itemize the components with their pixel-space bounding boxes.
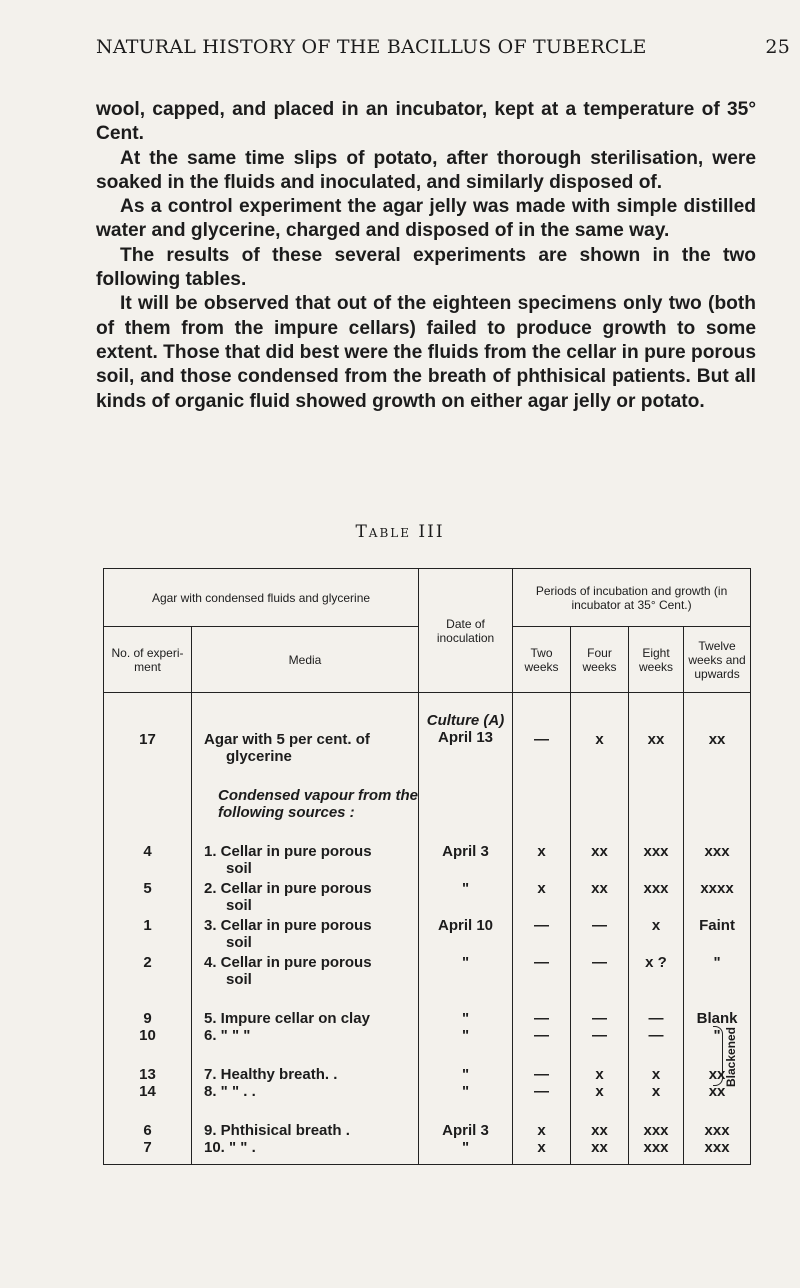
cell-four: x (571, 1044, 629, 1083)
cell-no: 14 (104, 1083, 192, 1100)
two-weeks-header: Two weeks (513, 627, 571, 693)
cell-four: — (571, 951, 629, 988)
table-row (104, 914, 751, 951)
media-line: glycerine (226, 748, 292, 765)
cell-twelve: xx (684, 693, 751, 822)
cell-eight: x ? (629, 951, 684, 988)
cell-two: x (513, 1100, 571, 1139)
cell-no: 17 (104, 693, 192, 822)
cell-eight: xxx (629, 1100, 684, 1139)
table-row (104, 951, 751, 988)
cell-date: April 3 (419, 1100, 513, 1139)
four-weeks-header: Four weeks (571, 627, 629, 693)
cell-two: — (513, 1083, 571, 1100)
cell-media: 9. Phthisical breath . (192, 1100, 419, 1139)
cell-date: " (419, 988, 513, 1027)
table-row (104, 877, 751, 914)
cell-two: — (513, 988, 571, 1027)
cell-twelve: xxx (684, 1100, 751, 1139)
table-row (104, 1100, 751, 1139)
cell-no: 7 (104, 1139, 192, 1165)
media-line: Agar with 5 per cent. of (204, 731, 370, 748)
cell-date (419, 693, 513, 822)
cell-media (192, 877, 419, 914)
table-row (104, 1027, 751, 1044)
table-row (104, 821, 751, 877)
cell-date: " (419, 1139, 513, 1165)
cell-eight: xxx (629, 1139, 684, 1165)
table-title: Table III (355, 522, 445, 542)
cell-twelve: xxxx (684, 877, 751, 914)
cell-twelve: xxx (684, 821, 751, 877)
paragraph: At the same time slips of potato, after thorough sterilisation, were soaked in the fluids and inoculated, and similarly disposed of. (96, 147, 756, 193)
media-line: 1. Cellar in pure porous (204, 843, 372, 860)
paragraph: The results of these several experiments are shown in the two following tables. (96, 244, 756, 291)
cell-twelve: " (684, 951, 751, 988)
cell-eight: xxx (629, 821, 684, 877)
cell-no: 13 (104, 1044, 192, 1083)
media-line: 2. Cellar in pure porous (204, 880, 372, 897)
paragraph: It will be observed that out of the eighteen specimens only two (both of them from the impure cellars) failed to produce growth to some extent. Those that did best were the fluids from the cellar in pure porous soil, and those condensed from the breath of phthisical patients. But all kinds of organic fluid showed growth on either agar jelly or potato. (96, 293, 756, 412)
cell-date: " (419, 1044, 513, 1083)
cell-two: — (513, 951, 571, 988)
date-value: April 13 (438, 729, 494, 746)
date-header: Date of inoculation (419, 569, 513, 693)
table-row (104, 1083, 751, 1100)
cell-date: " (419, 877, 513, 914)
eight-weeks-header: Eight weeks (629, 627, 684, 693)
cell-no: 6 (104, 1100, 192, 1139)
cell-media: 10. " " . (192, 1139, 419, 1165)
cell-eight: x (629, 1044, 684, 1083)
cell-media (192, 914, 419, 951)
cell-no: 4 (104, 821, 192, 877)
cell-four: xx (571, 877, 629, 914)
cell-four: x (571, 1083, 629, 1100)
cell-twelve: Blank (684, 988, 751, 1027)
blackened-note (723, 1022, 739, 1092)
cell-twelve: xxx (684, 1139, 751, 1165)
cell-no: 10 (104, 1027, 192, 1044)
cell-four: — (571, 914, 629, 951)
cell-media: 6. " " " (192, 1027, 419, 1044)
cell-two: — (513, 693, 571, 822)
media-line: soil (226, 860, 252, 877)
no-header: No. of experi- ment (104, 627, 192, 693)
cell-eight: — (629, 1027, 684, 1044)
cell-eight: x (629, 1083, 684, 1100)
body-text (96, 98, 756, 414)
cell-two: x (513, 821, 571, 877)
cell-twelve: xx (684, 1044, 751, 1083)
cell-media: 8. " " . . (192, 1083, 419, 1100)
running-header (96, 36, 796, 58)
cell-eight: x (629, 914, 684, 951)
table-row (104, 1139, 751, 1165)
culture-label: Culture (A) (426, 712, 505, 729)
cell-eight: — (629, 988, 684, 1027)
cell-eight: xx (629, 693, 684, 822)
media-line: soil (226, 971, 252, 988)
media-line: 3. Cellar in pure porous (204, 917, 372, 934)
cell-four: — (571, 988, 629, 1027)
cell-media (192, 951, 419, 988)
cell-two: — (513, 914, 571, 951)
cell-media: 5. Impure cellar on clay (192, 988, 419, 1027)
cell-two: — (513, 1044, 571, 1083)
table-row (104, 693, 751, 822)
cell-four: xx (571, 1100, 629, 1139)
cell-date: " (419, 1083, 513, 1100)
group-header-agar: Agar with condensed fluids and glycerine (104, 569, 419, 627)
section-label: Condensed vapour from the following sources : (218, 787, 419, 821)
cell-media (192, 821, 419, 877)
media-line: soil (226, 934, 252, 951)
cell-media (192, 693, 419, 822)
cell-twelve: " (684, 1027, 751, 1044)
cell-eight: xxx (629, 877, 684, 914)
twelve-weeks-header: Twelve weeks and upwards (684, 627, 751, 693)
cell-date: " (419, 1027, 513, 1044)
cell-date: " (419, 951, 513, 988)
cell-four: xx (571, 821, 629, 877)
cell-media: 7. Healthy breath. . (192, 1044, 419, 1083)
media-header: Media (192, 627, 419, 693)
cell-four: x (571, 693, 629, 822)
cell-four: — (571, 1027, 629, 1044)
page-number: 25 (765, 36, 790, 58)
paragraph: As a control experiment the agar jelly was made with simple distilled water and glycerine, charged and disposed of in the same way. (96, 196, 756, 242)
cell-no: 2 (104, 951, 192, 988)
cell-four: xx (571, 1139, 629, 1165)
cell-date: April 3 (419, 821, 513, 877)
running-title: NATURAL HISTORY OF THE BACILLUS OF TUBERCLE (96, 36, 647, 58)
media-line: 4. Cellar in pure porous (204, 954, 372, 971)
cell-no: 5 (104, 877, 192, 914)
cell-date: April 10 (419, 914, 513, 951)
blackened-label: Blackened (724, 1026, 738, 1088)
cell-no: 1 (104, 914, 192, 951)
media-line: soil (226, 897, 252, 914)
cell-two: — (513, 1027, 571, 1044)
cell-two: x (513, 1139, 571, 1165)
brace-mark (713, 1026, 723, 1086)
cell-twelve: Faint (684, 914, 751, 951)
table-row (104, 988, 751, 1027)
cell-two: x (513, 877, 571, 914)
cell-twelve: xx (684, 1083, 751, 1100)
paragraph: wool, capped, and placed in an incubator, kept at a temperature of 35° Cent. (96, 99, 756, 145)
cell-no: 9 (104, 988, 192, 1027)
results-table (103, 568, 751, 1165)
table-row (104, 1044, 751, 1083)
periods-header: Periods of incubation and growth (in incubator at 35° Cent.) (513, 569, 751, 627)
